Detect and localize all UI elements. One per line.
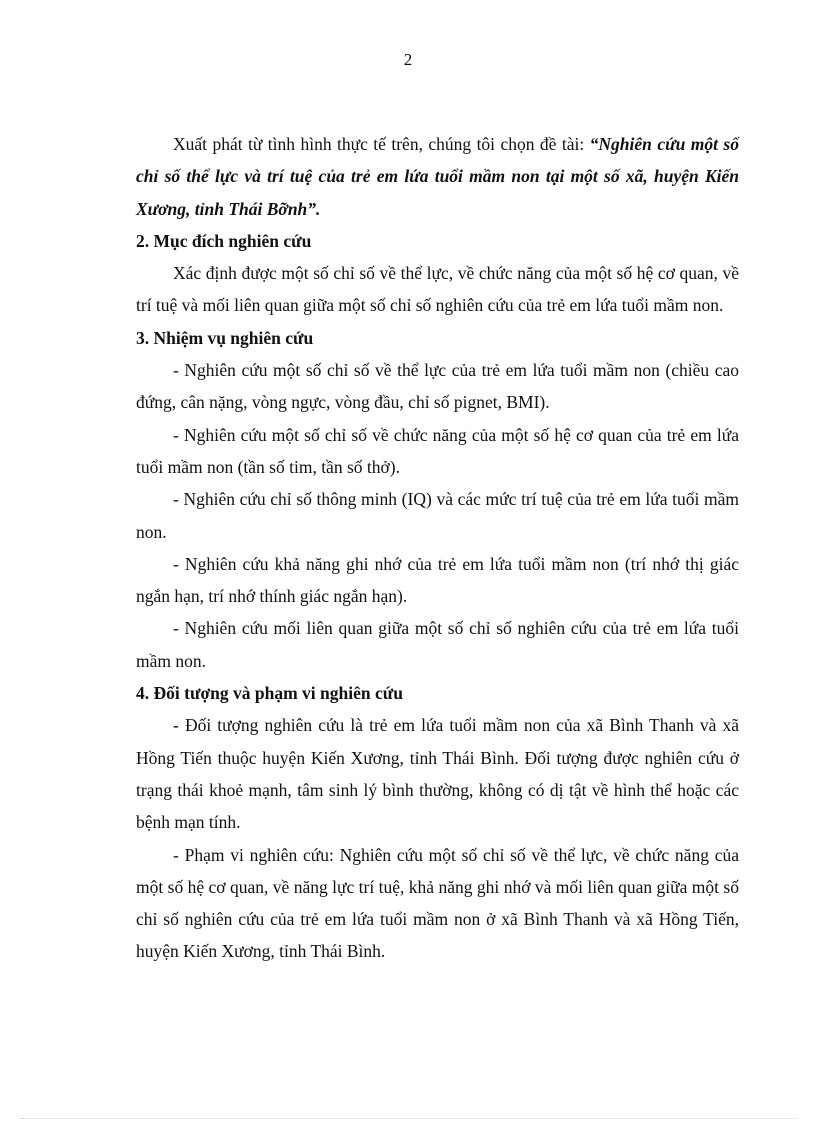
task-item: - Nghiên cứu chỉ số thông minh (IQ) và các mức trí tuệ của trẻ em lứa tuổi mầm non. (136, 489, 739, 542)
document-body (136, 128, 739, 968)
subjects-paragraph: - Đối tượng nghiên cứu là trẻ em lứa tuổi mầm non của xã Bình Thanh và xã Hồng Tiến thuộc huyện Kiến Xương, tỉnh Thái Bình. Đối tượng được nghiên cứu ở trạng thái khoẻ mạnh, tâm sinh lý bình thường, không có dị tật về hình thể hoặc các bệnh mạn tính. (136, 715, 739, 833)
thesis-title: “Nghiên cứu một số chỉ số thể lực và trí tuệ của trẻ em lứa tuổi mầm non tại một số xã, huyện Kiến Xương, tỉnh Thái Bỡnh”. (136, 134, 739, 219)
task-item: - Nghiên cứu khả năng ghi nhớ của trẻ em lứa tuổi mầm non (trí nhớ thị giác ngắn hạn, trí nhớ thính giác ngắn hạn). (136, 553, 739, 607)
scope-paragraph: - Phạm vi nghiên cứu: Nghiên cứu một số chỉ số về thể lực, về chức năng của một số hệ cơ quan, về năng lực trí tuệ, khả năng ghi nhớ và mối liên quan giữa một số chỉ số nghiên cứu của trẻ em lứa tuổi mầm non ở xã Bình Thanh và xã Hồng Tiến, huyện Kiến Xương, tỉnh Thái Bình. (136, 844, 739, 962)
section-heading-tasks: 3. Nhiệm vụ nghiên cứu (136, 327, 314, 348)
page-bottom-divider (20, 1118, 796, 1119)
task-item: - Nghiên cứu mối liên quan giữa một số chỉ số nghiên cứu của trẻ em lứa tuổi mầm non. (136, 618, 739, 671)
section-heading-scope: 4. Đối tượng và phạm vi nghiên cứu (136, 683, 403, 704)
purpose-paragraph: Xác định được một số chỉ số về thể lực, về chức năng của một số hệ cơ quan, về trí tuệ và mối liên quan giữa một số chỉ số nghiên cứu của trẻ em lứa tuổi mầm non. (136, 263, 739, 316)
section-heading-purpose: 2. Mục đích nghiên cứu (136, 230, 312, 251)
task-item: - Nghiên cứu một số chỉ số về thể lực của trẻ em lứa tuổi mầm non (chiều cao đứng, cân nặng, vòng ngực, vòng đầu, chỉ số pignet, BMI). (136, 360, 739, 413)
intro-paragraph (136, 128, 739, 225)
page-number: 2 (403, 50, 413, 69)
intro-lead: Xuất phát từ tình hình thực tế trên, chúng tôi chọn đề tài: (173, 134, 590, 154)
task-item: - Nghiên cứu một số chỉ số về chức năng của một số hệ cơ quan của trẻ em lứa tuổi mầm non (tần số tim, tần số thở). (136, 424, 739, 477)
